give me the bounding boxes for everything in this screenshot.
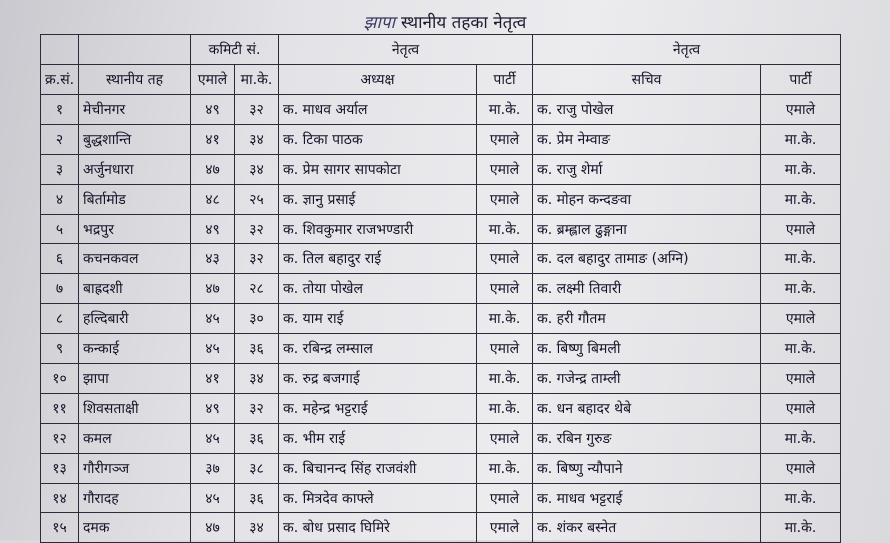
row-sn: १०	[41, 364, 79, 394]
row-secretary-party: मा.के.	[761, 483, 841, 513]
row-chair: क. याम राई	[279, 304, 477, 334]
row-local-level: हल्दिबारी	[79, 304, 191, 334]
row-chair-party: मा.के.	[477, 364, 533, 394]
table-row	[41, 453, 841, 483]
row-chair: क. मित्रदेव काफ्ले	[279, 483, 477, 513]
header-party-2: पार्टी	[761, 65, 841, 95]
row-chair: क. ज्ञानु प्रसाई	[279, 184, 477, 214]
row-chair-party: एमाले	[477, 124, 533, 154]
row-secretary: क. मोहन कन्दङवा	[533, 184, 761, 214]
row-chair: क. तिल बहादुर राई	[279, 244, 477, 274]
row-chair-party: मा.के.	[477, 214, 533, 244]
row-chair-party: मा.के.	[477, 95, 533, 125]
header-blank	[41, 35, 79, 65]
row-chair-party: एमाले	[477, 334, 533, 364]
row-secretary: क. हरी गौतम	[533, 304, 761, 334]
row-uml-count: ४९	[191, 214, 235, 244]
row-chair-party: मा.के.	[477, 304, 533, 334]
row-chair-party: एमाले	[477, 274, 533, 304]
row-chair: क. टिका पाठक	[279, 124, 477, 154]
row-local-level: शिवसताक्षी	[79, 393, 191, 423]
row-secretary: क. माधव भट्टराई	[533, 483, 761, 513]
row-chair: क. बोध प्रसाद घिमिरे	[279, 513, 477, 543]
row-chair-party: एमाले	[477, 154, 533, 184]
row-uml-count: ३७	[191, 453, 235, 483]
row-sn: ५	[41, 214, 79, 244]
row-chair-party: एमाले	[477, 483, 533, 513]
table-row	[41, 483, 841, 513]
row-secretary-party: एमाले	[761, 393, 841, 423]
header-chair: अध्यक्ष	[279, 65, 477, 95]
row-sn: १३	[41, 453, 79, 483]
row-local-level: बिर्तामोड	[79, 184, 191, 214]
row-chair: क. तोया पोखेल	[279, 274, 477, 304]
header-leadership-2: नेतृत्व	[533, 35, 841, 65]
title-handwritten: झापा	[363, 13, 395, 33]
table-row	[41, 274, 841, 304]
row-maoist-count: ३२	[235, 244, 279, 274]
row-secretary: क. प्रेम नेम्वाङ	[533, 124, 761, 154]
row-chair-party: मा.के.	[477, 393, 533, 423]
row-secretary-party: मा.के.	[761, 184, 841, 214]
row-secretary-party: मा.के.	[761, 334, 841, 364]
row-maoist-count: २८	[235, 274, 279, 304]
row-uml-count: ४५	[191, 304, 235, 334]
table-row	[41, 423, 841, 453]
table-row	[41, 513, 841, 543]
row-local-level: कमल	[79, 423, 191, 453]
row-sn: ३	[41, 154, 79, 184]
row-uml-count: ४१	[191, 364, 235, 394]
header-committee-count: कमिटी सं.	[191, 35, 279, 65]
row-uml-count: ४७	[191, 154, 235, 184]
title-text: स्थानीय तहका नेतृत्व	[401, 13, 527, 33]
row-secretary: क. बिष्णु न्यौपाने	[533, 453, 761, 483]
row-secretary: क. राजु शेर्मा	[533, 154, 761, 184]
row-secretary: क. गजेन्द्र ताम्ली	[533, 364, 761, 394]
row-local-level: बुद्धशान्ति	[79, 124, 191, 154]
row-sn: ७	[41, 274, 79, 304]
row-maoist-count: ३४	[235, 513, 279, 543]
table-row	[41, 214, 841, 244]
header-maoist: मा.के.	[235, 65, 279, 95]
row-sn: १५	[41, 513, 79, 543]
leadership-table	[40, 34, 841, 543]
table-row	[41, 184, 841, 214]
row-chair: क. शिवकुमार राजभण्डारी	[279, 214, 477, 244]
row-maoist-count: ३२	[235, 393, 279, 423]
row-maoist-count: ३२	[235, 95, 279, 125]
row-uml-count: ४५	[191, 483, 235, 513]
row-sn: १४	[41, 483, 79, 513]
row-secretary-party: एमाले	[761, 95, 841, 125]
header-party: पार्टी	[477, 65, 533, 95]
row-maoist-count: ३६	[235, 423, 279, 453]
row-chair: क. माधव अर्याल	[279, 95, 477, 125]
table-row	[41, 124, 841, 154]
row-secretary-party: एमाले	[761, 453, 841, 483]
row-local-level: अर्जुनधारा	[79, 154, 191, 184]
row-local-level: कन्काई	[79, 334, 191, 364]
table-row	[41, 244, 841, 274]
row-local-level: झापा	[79, 364, 191, 394]
row-chair-party: एमाले	[477, 423, 533, 453]
row-uml-count: ४३	[191, 244, 235, 274]
header-blank	[79, 35, 191, 65]
row-chair-party: मा.के.	[477, 453, 533, 483]
row-secretary-party: मा.के.	[761, 513, 841, 543]
row-chair: क. बिचानन्द सिंह राजवंशी	[279, 453, 477, 483]
row-sn: ४	[41, 184, 79, 214]
row-maoist-count: ३२	[235, 214, 279, 244]
row-maoist-count: २५	[235, 184, 279, 214]
row-uml-count: ४९	[191, 95, 235, 125]
row-secretary-party: मा.के.	[761, 244, 841, 274]
row-uml-count: ४१	[191, 124, 235, 154]
row-maoist-count: ३४	[235, 364, 279, 394]
row-local-level: मेचीनगर	[79, 95, 191, 125]
row-sn: ११	[41, 393, 79, 423]
header-uml: एमाले	[191, 65, 235, 95]
row-maoist-count: ३८	[235, 453, 279, 483]
table-row	[41, 154, 841, 184]
header-sn: क्र.सं.	[41, 65, 79, 95]
table-row	[41, 95, 841, 125]
row-secretary-party: एमाले	[761, 304, 841, 334]
row-secretary: क. धन बहादर थेबे	[533, 393, 761, 423]
row-chair-party: एमाले	[477, 513, 533, 543]
row-uml-count: ४७	[191, 274, 235, 304]
row-maoist-count: ३०	[235, 304, 279, 334]
row-secretary: क. दल बहादुर तामाङ (अग्नि)	[533, 244, 761, 274]
row-sn: ८	[41, 304, 79, 334]
row-secretary: क. राजु पोखेल	[533, 95, 761, 125]
row-local-level: कचनकवल	[79, 244, 191, 274]
row-local-level: गौरीगञ्ज	[79, 453, 191, 483]
row-maoist-count: ३६	[235, 334, 279, 364]
row-secretary: क. ब्रम्ह्लाल ढुङ्गाना	[533, 214, 761, 244]
row-maoist-count: ३६	[235, 483, 279, 513]
header-leadership: नेतृत्व	[279, 35, 533, 65]
row-secretary: क. रबिन गुरुङ	[533, 423, 761, 453]
row-uml-count: ४८	[191, 184, 235, 214]
row-chair-party: एमाले	[477, 244, 533, 274]
row-uml-count: ४७	[191, 513, 235, 543]
table-row	[41, 393, 841, 423]
row-sn: ६	[41, 244, 79, 274]
row-secretary: क. शंकर बस्नेत	[533, 513, 761, 543]
row-secretary-party: एमाले	[761, 214, 841, 244]
row-maoist-count: ३४	[235, 124, 279, 154]
header-local-level: स्थानीय तह	[79, 65, 191, 95]
row-local-level: बाह्रदशी	[79, 274, 191, 304]
row-secretary-party: मा.के.	[761, 124, 841, 154]
header-secretary: सचिव	[533, 65, 761, 95]
row-uml-count: ४५	[191, 423, 235, 453]
header-row-2	[41, 65, 841, 95]
row-chair: क. प्रेम सागर सापकोटा	[279, 154, 477, 184]
row-chair: क. भीम राई	[279, 423, 477, 453]
row-uml-count: ४५	[191, 334, 235, 364]
document-title	[0, 10, 890, 33]
row-secretary: क. लक्ष्मी तिवारी	[533, 274, 761, 304]
row-secretary: क. बिष्णु बिमली	[533, 334, 761, 364]
row-local-level: दमक	[79, 513, 191, 543]
row-maoist-count: ३४	[235, 154, 279, 184]
table-row	[41, 304, 841, 334]
row-chair-party: एमाले	[477, 184, 533, 214]
row-sn: १२	[41, 423, 79, 453]
row-secretary-party: मा.के.	[761, 423, 841, 453]
table-row	[41, 364, 841, 394]
row-sn: ९	[41, 334, 79, 364]
row-chair: क. महेन्द्र भट्टराई	[279, 393, 477, 423]
row-local-level: गौरादह	[79, 483, 191, 513]
row-chair: क. रुद्र बजगाई	[279, 364, 477, 394]
row-sn: १	[41, 95, 79, 125]
row-secretary-party: मा.के.	[761, 274, 841, 304]
row-sn: २	[41, 124, 79, 154]
header-row-1	[41, 35, 841, 65]
row-local-level: भद्रपुर	[79, 214, 191, 244]
table-row	[41, 334, 841, 364]
row-chair: क. रबिन्द्र लम्साल	[279, 334, 477, 364]
row-secretary-party: एमाले	[761, 364, 841, 394]
row-uml-count: ४९	[191, 393, 235, 423]
row-secretary-party: मा.के.	[761, 154, 841, 184]
